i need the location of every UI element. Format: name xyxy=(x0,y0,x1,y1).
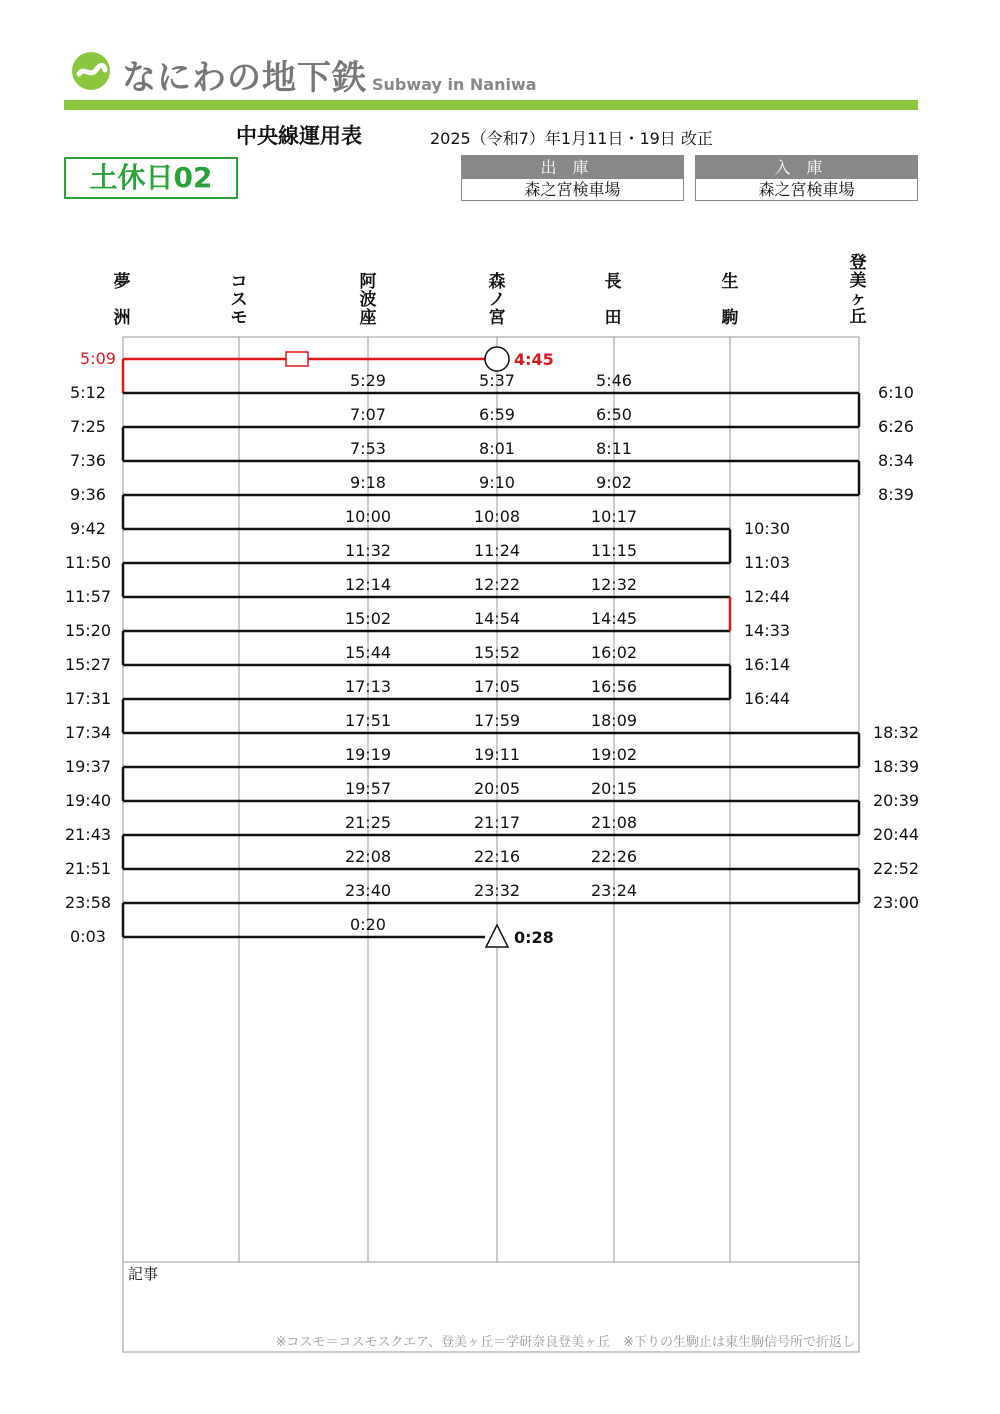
footnote-text: ※コスモ＝コスモスクエア、登美ヶ丘＝学研奈良登美ヶ丘 ※下りの生駒止は東生駒信号所で折返し xyxy=(275,1335,855,1350)
yumeshima-time: 9:36 xyxy=(70,485,106,504)
awaza-time: 17:51 xyxy=(344,711,392,730)
nagata-time: 19:02 xyxy=(590,745,638,764)
terminus-time: 18:32 xyxy=(872,723,920,742)
nagata-time: 9:02 xyxy=(596,473,632,492)
station-name-char: 生 xyxy=(721,272,739,292)
station-name-char: 登 xyxy=(849,253,867,273)
morinomiya-time: 23:32 xyxy=(473,881,521,900)
arrival-depot-value: 森之宮検車場 xyxy=(758,180,855,199)
depot-arrival-time: 0:28 xyxy=(514,928,554,947)
awaza-time: 15:44 xyxy=(344,643,392,662)
terminus-time: 16:14 xyxy=(743,655,791,674)
yumeshima-time: 7:25 xyxy=(70,417,106,436)
awaza-time: 15:02 xyxy=(344,609,392,628)
awaza-time: 10:00 xyxy=(344,507,392,526)
nagata-time: 18:09 xyxy=(590,711,638,730)
awaza-time: 7:07 xyxy=(350,405,386,424)
nagata-time: 23:24 xyxy=(590,881,638,900)
terminus-time: 20:39 xyxy=(872,791,920,810)
arrival-depot-label: 入庫 xyxy=(696,156,917,179)
station-name-char: 美 xyxy=(849,271,867,291)
awaza-time: 22:08 xyxy=(344,847,392,866)
terminus-time: 6:26 xyxy=(878,417,914,436)
awaza-time: 11:32 xyxy=(344,541,392,560)
station-name-char: 座 xyxy=(359,308,377,328)
terminus-time: 8:39 xyxy=(878,485,914,504)
terminus-time: 23:00 xyxy=(872,893,920,912)
awaza-time: 0:20 xyxy=(350,915,386,934)
morinomiya-time: 17:05 xyxy=(473,677,521,696)
yumeshima-time: 11:57 xyxy=(64,587,112,606)
revision-date: 2025（令和7）年1月11日・19日 改正 xyxy=(430,129,713,148)
station-name-char: モ xyxy=(230,308,248,328)
notes-label: 記事 xyxy=(128,1265,159,1283)
morinomiya-time: 22:16 xyxy=(473,847,521,866)
morinomiya-time: 12:22 xyxy=(473,575,521,594)
morinomiya-time: 17:59 xyxy=(473,711,521,730)
station-name-char: 波 xyxy=(359,290,377,310)
nagata-time: 8:11 xyxy=(596,439,632,458)
yumeshima-time: 11:50 xyxy=(64,553,112,572)
yumeshima-time: 5:12 xyxy=(70,383,106,402)
terminus-time: 10:30 xyxy=(743,519,791,538)
yumeshima-time: 17:34 xyxy=(64,723,112,742)
awaza-time: 7:53 xyxy=(350,439,386,458)
departure-depot-label: 出庫 xyxy=(462,156,683,179)
awaza-time: 17:13 xyxy=(344,677,392,696)
morinomiya-time: 10:08 xyxy=(473,507,521,526)
terminus-time: 12:44 xyxy=(743,587,791,606)
morinomiya-time: 8:01 xyxy=(479,439,515,458)
car-marker-icon xyxy=(286,352,308,366)
morinomiya-time: 21:17 xyxy=(473,813,521,832)
departure-depot-value: 森之宮検車場 xyxy=(524,180,621,199)
nagata-time: 6:50 xyxy=(596,405,632,424)
yumeshima-time: 23:58 xyxy=(64,893,112,912)
station-name-char: 夢 xyxy=(113,272,131,292)
station-name-char: ス xyxy=(230,290,248,310)
station-name-char: ヶ xyxy=(849,289,867,309)
terminus-time: 22:52 xyxy=(872,859,920,878)
station-name-char: 森 xyxy=(488,272,506,292)
morinomiya-time: 9:10 xyxy=(479,473,515,492)
logo-subtitle: Subway in Naniwa xyxy=(372,75,537,94)
nagata-time: 20:15 xyxy=(590,779,638,798)
yumeshima-time: 17:31 xyxy=(64,689,112,708)
yumeshima-time: 9:42 xyxy=(70,519,106,538)
logo-text: なにわの地下鉄 xyxy=(122,58,367,98)
terminus-time: 6:10 xyxy=(878,383,914,402)
morinomiya-time: 14:54 xyxy=(473,609,521,628)
depot-departure-circle-icon xyxy=(485,347,509,371)
terminus-time: 8:34 xyxy=(878,451,914,470)
awaza-time: 19:19 xyxy=(344,745,392,764)
awaza-time: 12:14 xyxy=(344,575,392,594)
morinomiya-time: 11:24 xyxy=(473,541,521,560)
station-name-char: コ xyxy=(230,272,248,292)
page-title: 中央線運用表 xyxy=(236,124,362,148)
yumeshima-time: 21:51 xyxy=(64,859,112,878)
nagata-time: 12:32 xyxy=(590,575,638,594)
depot-arrival-triangle-icon xyxy=(486,925,508,947)
station-name-char: 田 xyxy=(604,308,622,328)
station-name-char: 洲 xyxy=(113,308,131,328)
nagata-time: 5:46 xyxy=(596,371,632,390)
morinomiya-time: 6:59 xyxy=(479,405,515,424)
yumeshima-time: 15:27 xyxy=(64,655,112,674)
station-name-char: 駒 xyxy=(721,308,739,328)
nagata-time: 16:02 xyxy=(590,643,638,662)
awaza-time: 9:18 xyxy=(350,473,386,492)
yumeshima-time: 21:43 xyxy=(64,825,112,844)
terminus-time: 14:33 xyxy=(743,621,791,640)
terminus-time: 20:44 xyxy=(872,825,920,844)
nagata-time: 14:45 xyxy=(590,609,638,628)
nagata-time: 10:17 xyxy=(590,507,638,526)
nagata-time: 11:15 xyxy=(590,541,638,560)
nagata-time: 22:26 xyxy=(590,847,638,866)
station-name-char: 宮 xyxy=(488,308,506,328)
yumeshima-time: 5:09 xyxy=(80,349,116,368)
awaza-time: 5:29 xyxy=(350,371,386,390)
morinomiya-time: 5:37 xyxy=(479,371,515,390)
terminus-time: 16:44 xyxy=(743,689,791,708)
station-name-char: 阿 xyxy=(359,272,377,292)
morinomiya-time: 15:52 xyxy=(473,643,521,662)
awaza-time: 23:40 xyxy=(344,881,392,900)
station-name-char: 長 xyxy=(604,272,622,292)
awaza-time: 21:25 xyxy=(344,813,392,832)
yumeshima-time: 7:36 xyxy=(70,451,106,470)
morinomiya-time: 20:05 xyxy=(473,779,521,798)
station-name-char: 丘 xyxy=(849,307,867,327)
yumeshima-time: 19:40 xyxy=(64,791,112,810)
yumeshima-time: 15:20 xyxy=(64,621,112,640)
terminus-time: 18:39 xyxy=(872,757,920,776)
station-name-char: ノ xyxy=(488,290,506,310)
operation-id-box: 土休日02 xyxy=(64,157,238,199)
nagata-time: 21:08 xyxy=(590,813,638,832)
nagata-time: 16:56 xyxy=(590,677,638,696)
morinomiya-time: 19:11 xyxy=(473,745,521,764)
yumeshima-time: 19:37 xyxy=(64,757,112,776)
terminus-time: 11:03 xyxy=(743,553,791,572)
awaza-time: 19:57 xyxy=(344,779,392,798)
depot-departure-time: 4:45 xyxy=(514,350,554,369)
yumeshima-time: 0:03 xyxy=(70,927,106,946)
